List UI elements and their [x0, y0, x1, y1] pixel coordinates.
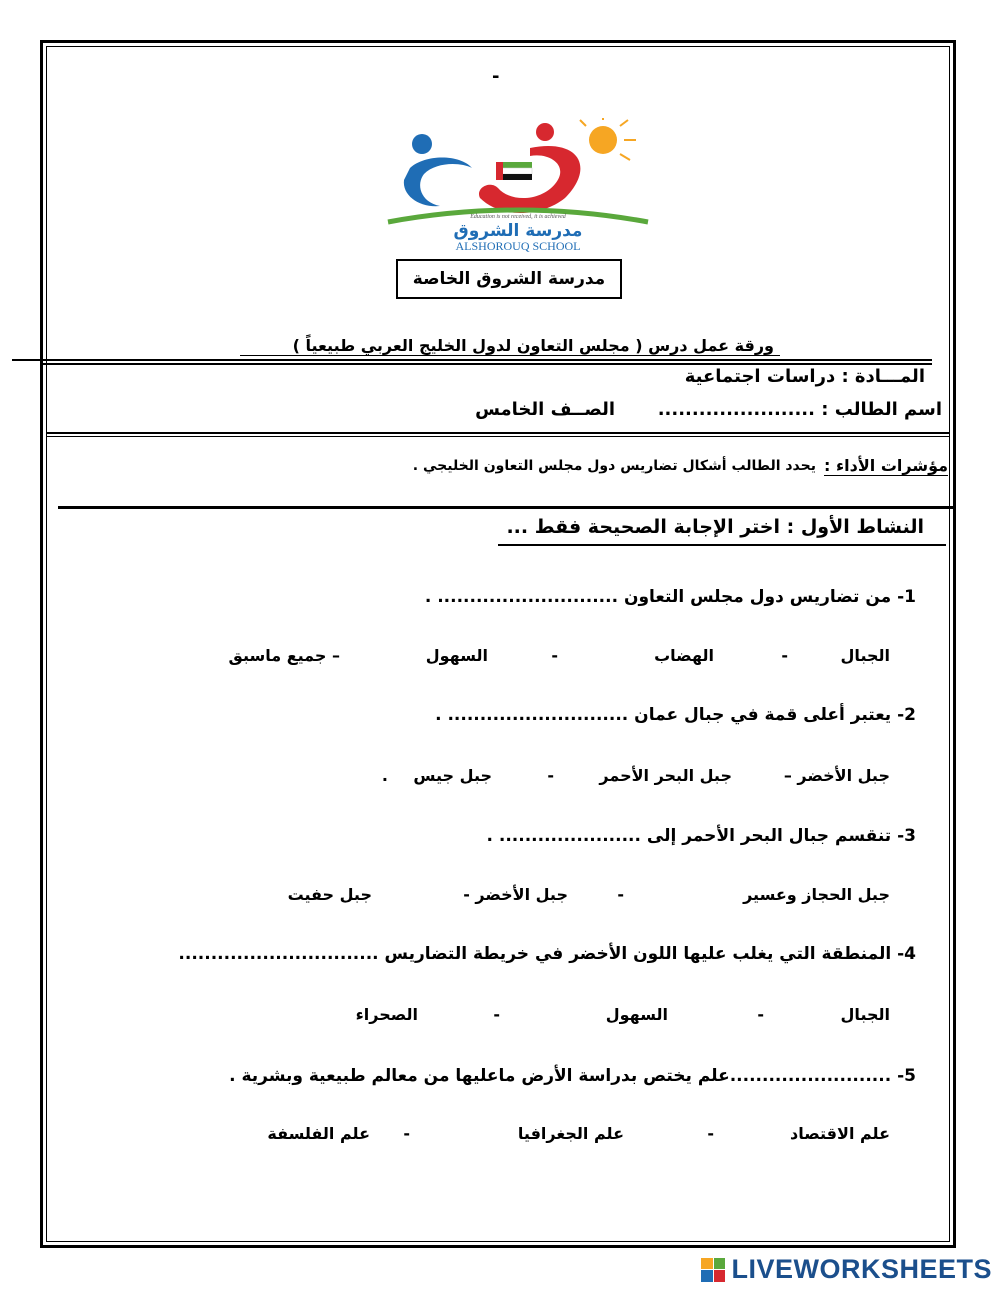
q2-option-2[interactable]: جبل البحر الأحمر — [599, 766, 732, 785]
sun-icon — [589, 126, 617, 154]
q3-option-3[interactable]: جبل حفيت — [287, 885, 372, 904]
flag-white-stripe — [502, 168, 532, 174]
subject-label: المـــادة : دراسات اجتماعية — [684, 366, 925, 387]
q3-option-1[interactable]: جبل الحجاز وعسير — [743, 885, 890, 904]
school-name-box — [396, 259, 622, 299]
q1-option-1[interactable]: الجبال — [840, 646, 890, 665]
q1-separator-1: - — [781, 646, 788, 665]
header-dash: - — [492, 66, 500, 87]
blue-figure-icon — [404, 158, 472, 207]
q2-end-dot: . — [381, 766, 388, 785]
indicators-text: يحدد الطالب أشكال تضاريس دول مجلس التعاون الخليجي . — [412, 458, 816, 474]
info-divider-2 — [46, 436, 950, 437]
question-1: 1- من تضاريس دول مجلس التعاون ............................ . — [424, 587, 916, 607]
worksheet-title: ورقة عمل درس ( مجلس التعاون لدول الخليج العربي طبيعياً ) — [292, 336, 774, 355]
q1-option-4[interactable]: – جميع ماسبق — [228, 646, 340, 665]
grade-label: الصــف الخامس — [475, 399, 615, 420]
q1-option-3[interactable]: السهول — [425, 646, 488, 665]
q1-separator-2: - — [551, 646, 558, 665]
figure-head-red — [536, 123, 554, 141]
question-2: 2- يعتبر أعلى قمة في جبال عمان ............................ . — [435, 705, 916, 725]
header-divider-top — [12, 359, 932, 361]
q5-separator-1: - — [707, 1124, 714, 1143]
flag-green-stripe — [502, 162, 532, 168]
header-divider-top-2 — [40, 363, 932, 365]
indicators-row — [413, 456, 948, 475]
question-4: 4- المنطقة التي يغلب عليها اللون الأخضر في خريطة التضاريس ............................... — [178, 944, 916, 964]
student-name-label: اسم الطالب : ....................... — [657, 399, 942, 420]
logo-english-name: ALSHOROUQ SCHOOL — [455, 239, 581, 253]
question-3: 3- تنقسم جبال البحر الأحمر إلى ...................... . — [486, 826, 916, 846]
q3-separator: - — [617, 885, 624, 904]
indicators-label: مؤشرات الأداء : — [824, 456, 948, 475]
q2-option-1[interactable]: جبل الأخضر – — [783, 766, 890, 785]
activity-title-underline — [498, 544, 946, 546]
indicators-divider — [58, 506, 956, 509]
q2-option-3[interactable]: جبل جيس — [413, 766, 492, 785]
school-name: مدرسة الشروق الخاصة — [412, 269, 606, 289]
q4-option-2[interactable]: السهول — [605, 1005, 668, 1024]
info-divider-1 — [46, 432, 950, 434]
q5-option-3[interactable]: علم الفلسفة — [267, 1124, 370, 1143]
flag-red-stripe — [496, 162, 503, 180]
q3-option-2[interactable]: جبل الأخضر - — [463, 885, 568, 904]
figure-head-blue — [412, 134, 432, 154]
school-logo — [380, 118, 656, 256]
activity-title: النشاط الأول : اختر الإجابة الصحيحة فقط ... — [506, 516, 924, 538]
school-logo-graphic — [380, 118, 656, 256]
q4-separator-1: - — [757, 1005, 764, 1024]
liveworksheets-text: LIVEWORKSHEETS — [731, 1254, 992, 1284]
question-5: 5- .........................علم يختص بدراسة الأرض ماعليها من معالم طبيعية وبشرية . — [229, 1066, 916, 1086]
q5-option-1[interactable]: علم الاقتصاد — [790, 1124, 890, 1143]
q2-separator: - — [547, 766, 554, 785]
flag-black-stripe — [502, 174, 532, 180]
liveworksheets-brand — [701, 1254, 992, 1285]
q4-option-3[interactable]: الصحراء — [355, 1005, 418, 1024]
q4-separator-2: - — [493, 1005, 500, 1024]
q1-option-2[interactable]: الهضاب — [654, 646, 714, 665]
q4-option-1[interactable]: الجبال — [840, 1005, 890, 1024]
worksheet-title-underline — [240, 355, 780, 356]
liveworksheets-logo-icon — [701, 1258, 725, 1282]
q5-option-2[interactable]: علم الجغرافيا — [517, 1124, 624, 1143]
q5-separator-2: - — [403, 1124, 410, 1143]
logo-arabic-name: مدرسة الشروق — [453, 221, 583, 241]
logo-motto: Education is not received, it is achieved — [470, 214, 566, 220]
